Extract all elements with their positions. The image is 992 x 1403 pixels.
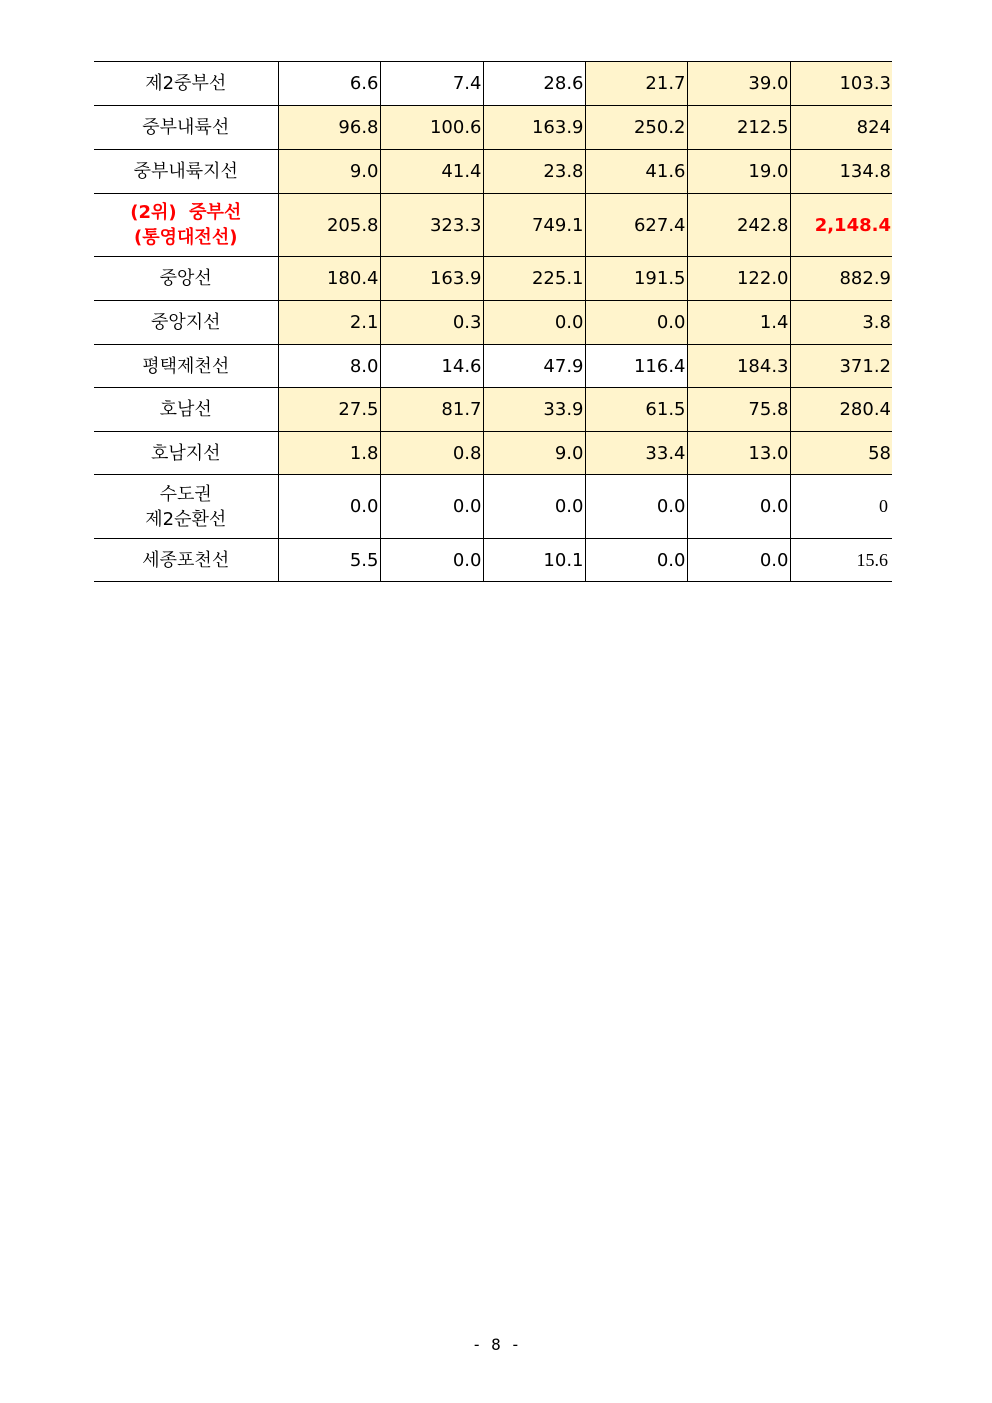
value-cell: 627.4	[585, 194, 687, 257]
row-name	[94, 475, 278, 539]
table-row	[94, 539, 892, 582]
value-cell: 749.1	[483, 194, 585, 257]
value-cell: 250.2	[585, 106, 687, 150]
value-cell: 0.0	[687, 539, 790, 582]
row-name-line: 호남지선	[150, 442, 221, 464]
table-body	[94, 62, 892, 582]
table-row	[94, 432, 892, 475]
value-cell: 1.8	[278, 432, 380, 475]
row-name	[94, 150, 278, 194]
total-cell: 2,148.4	[790, 194, 892, 257]
row-name-line: 호남선	[159, 399, 212, 420]
value-cell: 184.3	[687, 345, 790, 388]
row-name-line: 중앙선	[159, 268, 212, 289]
row-name	[94, 106, 278, 150]
value-cell: 27.5	[278, 388, 380, 432]
value-cell: 323.3	[380, 194, 483, 257]
table-row	[94, 150, 892, 194]
total-cell: 0	[790, 475, 892, 539]
value-cell: 0.0	[380, 539, 483, 582]
row-name-line: 수도권	[159, 483, 212, 505]
value-cell: 205.8	[278, 194, 380, 257]
total-cell: 3.8	[790, 301, 892, 345]
value-cell: 41.4	[380, 150, 483, 194]
table-row	[94, 62, 892, 106]
value-cell: 23.8	[483, 150, 585, 194]
value-cell: 0.0	[278, 475, 380, 539]
value-cell: 47.9	[483, 345, 585, 388]
table-row	[94, 106, 892, 150]
value-cell: 0.8	[380, 432, 483, 475]
table-row	[94, 388, 892, 432]
row-name	[94, 388, 278, 432]
value-cell: 0.0	[585, 301, 687, 345]
row-name-line: 중부내륙선	[142, 117, 230, 138]
value-cell: 163.9	[380, 257, 483, 301]
value-cell: 28.6	[483, 62, 585, 106]
value-cell: 75.8	[687, 388, 790, 432]
row-name-line: 중앙지선	[150, 312, 221, 333]
total-cell: 134.8	[790, 150, 892, 194]
table-row	[94, 257, 892, 301]
table-row	[94, 475, 892, 539]
value-cell: 39.0	[687, 62, 790, 106]
row-name	[94, 301, 278, 345]
total-cell: 103.3	[790, 62, 892, 106]
row-name-line: 제2중부선	[145, 73, 227, 94]
value-cell: 180.4	[278, 257, 380, 301]
total-cell: 58	[790, 432, 892, 475]
value-cell: 9.0	[278, 150, 380, 194]
table-row	[94, 345, 892, 388]
value-cell: 6.6	[278, 62, 380, 106]
value-cell: 0.0	[483, 475, 585, 539]
row-name-line: (통영대전선)	[134, 227, 238, 248]
value-cell: 122.0	[687, 257, 790, 301]
table-row-highlighted	[94, 194, 892, 257]
value-cell: 212.5	[687, 106, 790, 150]
value-cell: 0.0	[380, 475, 483, 539]
value-cell: 81.7	[380, 388, 483, 432]
row-name	[94, 257, 278, 301]
page-number: - 8 -	[471, 1335, 521, 1354]
value-cell: 10.1	[483, 539, 585, 582]
value-cell: 5.5	[278, 539, 380, 582]
value-cell: 33.9	[483, 388, 585, 432]
total-cell: 371.2	[790, 345, 892, 388]
value-cell: 13.0	[687, 432, 790, 475]
row-name-line: 세종포천선	[142, 549, 230, 571]
value-cell: 0.0	[687, 475, 790, 539]
value-cell: 61.5	[585, 388, 687, 432]
row-name	[94, 345, 278, 388]
value-cell: 14.6	[380, 345, 483, 388]
value-cell: 2.1	[278, 301, 380, 345]
value-cell: 96.8	[278, 106, 380, 150]
total-cell: 15.6	[790, 539, 892, 582]
value-cell: 0.0	[585, 539, 687, 582]
value-cell: 191.5	[585, 257, 687, 301]
value-cell: 1.4	[687, 301, 790, 345]
row-name	[94, 194, 278, 257]
value-cell: 100.6	[380, 106, 483, 150]
row-name	[94, 432, 278, 475]
value-cell: 116.4	[585, 345, 687, 388]
table-row	[94, 301, 892, 345]
value-cell: 0.0	[483, 301, 585, 345]
value-cell: 21.7	[585, 62, 687, 106]
value-cell: 9.0	[483, 432, 585, 475]
value-cell: 163.9	[483, 106, 585, 150]
value-cell: 41.6	[585, 150, 687, 194]
total-cell: 882.9	[790, 257, 892, 301]
value-cell: 19.0	[687, 150, 790, 194]
value-cell: 33.4	[585, 432, 687, 475]
row-name	[94, 62, 278, 106]
row-name-line: 제2순환선	[145, 508, 227, 530]
total-cell: 280.4	[790, 388, 892, 432]
row-name	[94, 539, 278, 582]
value-cell: 0.0	[585, 475, 687, 539]
total-cell: 824	[790, 106, 892, 150]
row-name-line: 중부내륙지선	[133, 161, 238, 182]
value-cell: 7.4	[380, 62, 483, 106]
value-cell: 242.8	[687, 194, 790, 257]
row-name-line: 평택제천선	[142, 355, 230, 377]
value-cell: 0.3	[380, 301, 483, 345]
row-name-line: (2위) 중부선	[130, 202, 242, 223]
data-table	[94, 61, 892, 582]
value-cell: 8.0	[278, 345, 380, 388]
value-cell: 225.1	[483, 257, 585, 301]
